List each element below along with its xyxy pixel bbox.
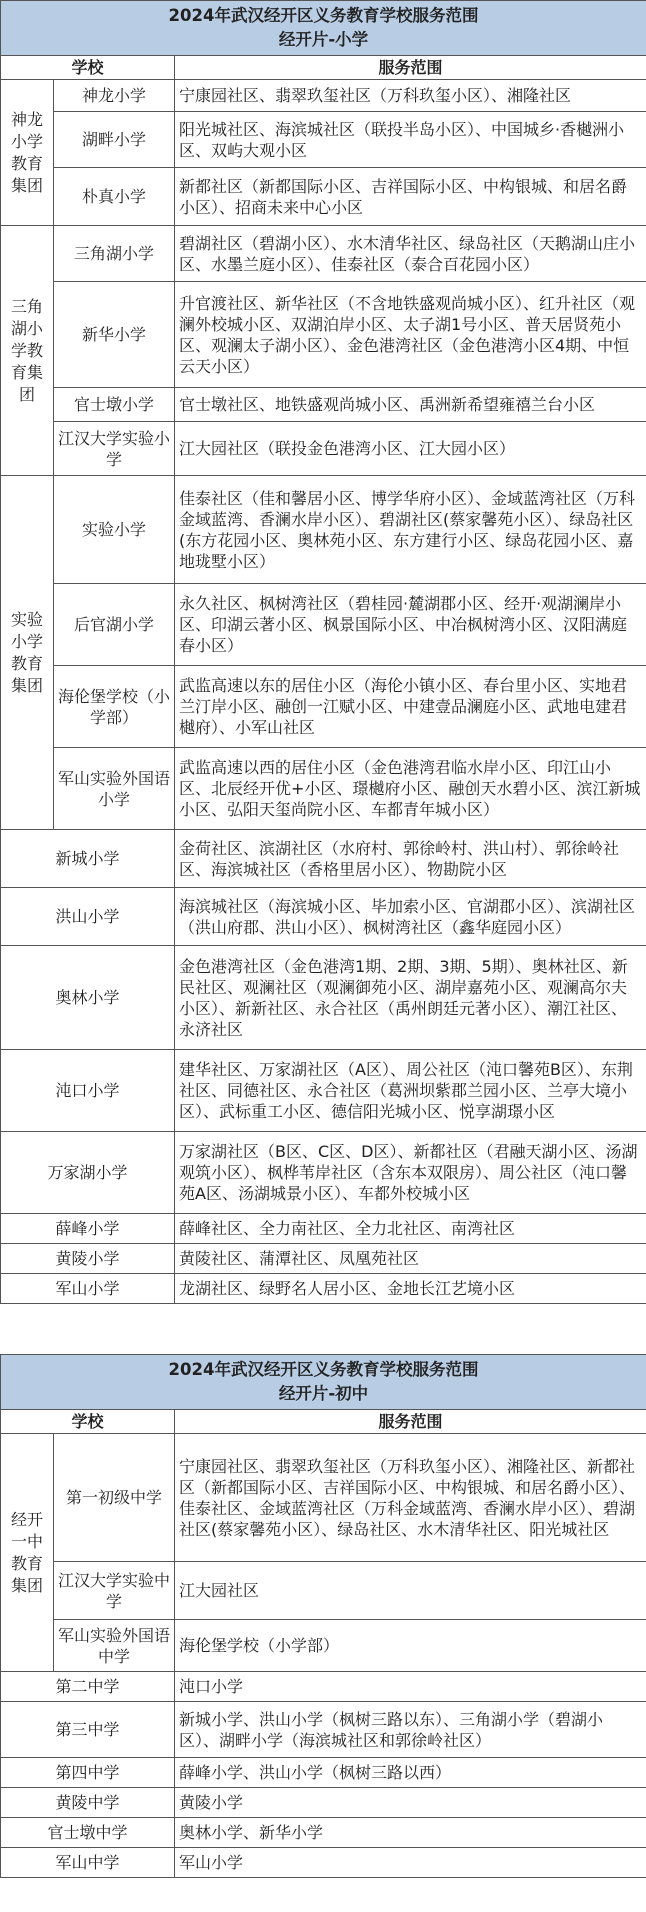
school-name: 官士墩中学 bbox=[1, 1818, 175, 1848]
service-scope: 黄陵小学 bbox=[175, 1788, 646, 1818]
school-name: 军山小学 bbox=[1, 1274, 175, 1304]
school-name: 军山中学 bbox=[1, 1848, 175, 1878]
service-scope: 升官渡社区、新华社区（不含地铁盛观尚城小区）、红升社区（观澜外校城小区、双湖泊岸小区、太子湖1号小区、普天居贤苑小区、观澜太子湖小区）、金色港湾社区（金色港湾小区4期、中恒云天小区） bbox=[175, 282, 646, 388]
school-name: 新城小学 bbox=[1, 830, 175, 888]
service-scope: 金荷社区、滨湖社区（水府村、郭徐岭村、洪山村）、郭徐岭社区、海滨城社区（香格里居小区）、物勘院小区 bbox=[175, 830, 646, 888]
school-name: 黄陵小学 bbox=[1, 1244, 175, 1274]
service-scope: 江大园社区（联投金色港湾小区、江大园小区） bbox=[175, 422, 646, 476]
service-scope: 碧湖社区（碧湖小区）、水木清华社区、绿岛社区（天鹅湖山庄小区、水墨兰庭小区）、佳泰社区（泰合百花园小区） bbox=[175, 226, 646, 282]
service-scope: 新城小学、洪山小学（枫树三路以东）、三角湖小学（碧湖小区）、湖畔小学（海滨城社区和郭徐岭社区） bbox=[175, 1702, 646, 1758]
service-scope: 宁康园社区、翡翠玖玺社区（万科玖玺小区）、湘隆社区、新都社区（新都国际小区、吉祥国际小区、中构银城、和居名爵小区）、佳泰社区、金域蓝湾社区（万科金域蓝湾、香澜水岸小区）、碧湖社区(蔡家馨苑小区）、绿岛社区、水木清华社区、阳光城社区 bbox=[175, 1434, 646, 1562]
school-name: 薛峰小学 bbox=[1, 1214, 175, 1244]
school-name: 官士墩小学 bbox=[54, 388, 175, 422]
column-header-scope: 服务范围 bbox=[175, 1410, 646, 1434]
school-name: 第三中学 bbox=[1, 1702, 175, 1758]
service-scope: 海滨城社区（海滨城小区、毕加索小区、官湖郡小区）、滨湖社区（洪山府郡、洪山小区）、枫树湾社区（鑫华庭园小区） bbox=[175, 888, 646, 946]
group-name: 经开一中教育集团 bbox=[1, 1434, 54, 1672]
column-header-school: 学校 bbox=[1, 56, 175, 80]
service-scope: 沌口小学 bbox=[175, 1672, 646, 1702]
school-name: 后官湖小学 bbox=[54, 584, 175, 666]
school-name: 朴真小学 bbox=[54, 168, 175, 226]
school-name: 第二中学 bbox=[1, 1672, 175, 1702]
service-scope: 宁康园社区、翡翠玖玺社区（万科玖玺小区）、湘隆社区 bbox=[175, 80, 646, 112]
primary-title: 2024年武汉经开区义务教育学校服务范围 经开片-小学 bbox=[1, 1, 646, 56]
school-name: 湖畔小学 bbox=[54, 112, 175, 168]
school-name: 奥林小学 bbox=[1, 946, 175, 1050]
service-scope: 金色港湾社区（金色港湾1期、2期、3期、5期）、奥林社区、新民社区、观澜社区（观澜御苑小区、湖岸嘉苑小区、观澜高尔夫小区）、新新社区、永合社区（禹州朗廷元著小区）、潮江社区、永济社区 bbox=[175, 946, 646, 1050]
school-name: 万家湖小学 bbox=[1, 1132, 175, 1214]
school-name: 三角湖小学 bbox=[54, 226, 175, 282]
table-gap bbox=[0, 1304, 646, 1354]
service-scope: 新都社区（新都国际小区、吉祥国际小区、中构银城、和居名爵小区）、招商未来中心小区 bbox=[175, 168, 646, 226]
school-name: 江汉大学实验小学 bbox=[54, 422, 175, 476]
middle-school-table bbox=[0, 1354, 646, 1878]
school-name: 第一初级中学 bbox=[54, 1434, 175, 1562]
service-scope: 武监高速以东的居住小区（海伦小镇小区、春台里小区、实地君兰汀岸小区、融创一江赋小区、中建壹品澜庭小区、武地电建君樾府）、小军山社区 bbox=[175, 666, 646, 748]
service-scope: 黄陵社区、蒲潭社区、凤凰苑社区 bbox=[175, 1244, 646, 1274]
middle-title: 2024年武汉经开区义务教育学校服务范围 经开片-初中 bbox=[1, 1355, 646, 1410]
service-scope: 江大园社区 bbox=[175, 1562, 646, 1620]
school-name: 黄陵中学 bbox=[1, 1788, 175, 1818]
column-header-scope: 服务范围 bbox=[175, 56, 646, 80]
service-scope: 永久社区、枫树湾社区（碧桂园·麓湖郡小区、经开·观湖澜岸小区、印湖云著小区、枫景国际小区、中冶枫树湾小区、汉阳满庭春小区） bbox=[175, 584, 646, 666]
service-scope: 薛峰社区、全力南社区、全力北社区、南湾社区 bbox=[175, 1214, 646, 1244]
service-scope: 佳泰社区（佳和馨居小区、博学华府小区）、金域蓝湾社区（万科金域蓝湾、香澜水岸小区）、碧湖社区(蔡家馨苑小区）、绿岛社区(东方花园小区、奥林苑小区、东方建行小区、绿岛花园小区、嘉地珑墅小区） bbox=[175, 476, 646, 584]
school-name: 沌口小学 bbox=[1, 1050, 175, 1132]
school-name: 海伦堡学校（小学部） bbox=[54, 666, 175, 748]
school-name: 江汉大学实验中学 bbox=[54, 1562, 175, 1620]
school-name: 新华小学 bbox=[54, 282, 175, 388]
group-name: 神龙小学教育集团 bbox=[1, 80, 54, 226]
service-scope: 官士墩社区、地铁盛观尚城小区、禹洲新希望雍禧兰台小区 bbox=[175, 388, 646, 422]
column-header-school: 学校 bbox=[1, 1410, 175, 1434]
service-scope: 万家湖社区（B区、C区、D区）、新都社区（君融天湖小区、汤湖观筑小区）、枫桦苇岸社区（含东本双限房）、周公社区（沌口馨苑A区、汤湖城景小区）、车都外校城小区 bbox=[175, 1132, 646, 1214]
school-name: 洪山小学 bbox=[1, 888, 175, 946]
school-name: 第四中学 bbox=[1, 1758, 175, 1788]
school-name: 神龙小学 bbox=[54, 80, 175, 112]
service-scope: 建华社区、万家湖社区（A区）、周公社区（沌口馨苑B区）、东荆社区、同德社区、永合社区（葛洲坝紫郡兰园小区、兰亭大境小区）、武标重工小区、德信阳光城小区、悦享湖璟小区 bbox=[175, 1050, 646, 1132]
group-name: 实验小学教育集团 bbox=[1, 476, 54, 830]
service-scope: 军山小学 bbox=[175, 1848, 646, 1878]
school-name: 军山实验外国语中学 bbox=[54, 1620, 175, 1672]
school-name: 军山实验外国语小学 bbox=[54, 748, 175, 830]
service-scope: 龙湖社区、绿野名人居小区、金地长江艺境小区 bbox=[175, 1274, 646, 1304]
service-scope: 阳光城社区、海滨城社区（联投半岛小区）、中国城乡·香樾洲小区、双屿大观小区 bbox=[175, 112, 646, 168]
service-scope: 武监高速以西的居住小区（金色港湾君临水岸小区、印江山小区、北辰经开优+小区、璟樾府小区、融创天水碧小区、滨江新城小区、弘阳天玺尚院小区、车都青年城小区） bbox=[175, 748, 646, 830]
service-scope: 薛峰小学、洪山小学（枫树三路以西） bbox=[175, 1758, 646, 1788]
service-scope: 海伦堡学校（小学部） bbox=[175, 1620, 646, 1672]
school-name: 实验小学 bbox=[54, 476, 175, 584]
group-name: 三角湖小学教育集团 bbox=[1, 226, 54, 476]
service-scope: 奥林小学、新华小学 bbox=[175, 1818, 646, 1848]
